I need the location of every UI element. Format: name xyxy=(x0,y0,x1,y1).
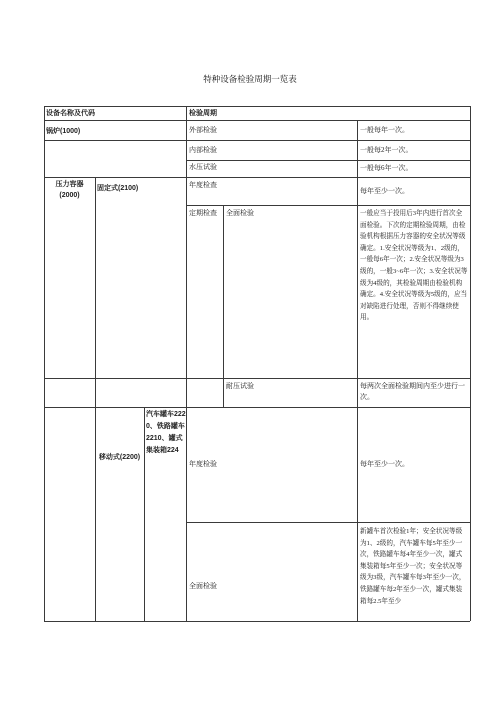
table-rule xyxy=(44,378,470,379)
table-rule xyxy=(186,205,470,206)
mobile-annual-cycle: 每年至少一次。 xyxy=(360,460,409,468)
boiler-hydro-item: 水压试验 xyxy=(189,163,217,171)
table-rule xyxy=(186,106,187,621)
boiler-internal-item: 内部检验 xyxy=(189,146,217,154)
table-rule xyxy=(186,160,470,161)
pressure-vessel-name: 压力容器(2000) xyxy=(55,181,84,199)
fixed-full-item: 全面检验 xyxy=(226,209,254,217)
table-rule xyxy=(44,140,470,141)
boiler-hydro-cycle: 一般每6年一次。 xyxy=(360,164,413,172)
table-border-left xyxy=(44,106,45,621)
table-rule xyxy=(44,177,470,178)
mobile-vessel-name: 移动式(2200) xyxy=(98,454,141,461)
fixed-periodic-label: 定期检查 xyxy=(189,209,217,217)
header-cycle: 检验周期 xyxy=(189,110,217,117)
mobile-full-cycle: 新罐车首次检验1年；安全状况等级为1、2级的，汽车罐车每5年至少一次，铁路罐车每4年至少一次，罐式集装箱每5年至少一次；安全状况等级为3级，汽车罐车每3年至少一次，铁路罐车每2年至少一次，罐式集装箱每2.5年至少 xyxy=(360,528,466,605)
table-border-right xyxy=(470,106,471,621)
boiler-external-item: 外部检验 xyxy=(189,126,217,134)
fixed-pressure-item: 耐压试验 xyxy=(226,382,254,390)
boiler-internal-cycle: 一般每2年一次。 xyxy=(360,146,413,154)
table-border-bottom xyxy=(44,621,470,622)
mobile-annual-item: 年度检验 xyxy=(189,460,217,468)
table-rule xyxy=(357,120,358,621)
table-rule xyxy=(95,177,96,621)
fixed-vessel-name: 固定式(2100) xyxy=(97,185,139,192)
boiler-external-cycle: 一般每年一次。 xyxy=(360,126,409,134)
table-rule xyxy=(44,407,470,408)
table-border-top xyxy=(44,106,470,107)
fixed-annual-cycle: 每年至少一次。 xyxy=(360,187,409,195)
table-rule xyxy=(44,120,470,121)
page-title: 特种设备检验周期一览表 xyxy=(203,74,297,84)
table-rule xyxy=(144,407,145,621)
mobile-vessel-types: 汽车罐车2220、铁路罐车2210、罐式集装箱224 xyxy=(146,411,186,454)
fixed-annual-item: 年度检查 xyxy=(189,181,217,189)
fixed-pressure-cycle: 每两次全面检验期间内至少进行一次。 xyxy=(360,382,465,401)
header-equipment: 设备名称及代码 xyxy=(46,110,95,117)
fixed-full-cycle: 一般应当于投用后3年内进行首次全面检验。下次的定期检验周期，由检验机构根据压力容器的安全状况等级确定。1.安全状况等级为1、2级的，一般每6年一次；2.安全状况等级为3级的，一般3~6年一次；3.安全状况等级为4级的，其检验周期由检验机构确定。4.安全状况等级为5级的，应当对缺陷进行处理，否则不得继续使用。 xyxy=(360,210,468,322)
mobile-full-item: 全面检验 xyxy=(189,582,217,590)
table-rule xyxy=(186,522,470,523)
boiler-name: 锅炉(1000) xyxy=(46,128,81,135)
table-rule xyxy=(223,205,224,407)
